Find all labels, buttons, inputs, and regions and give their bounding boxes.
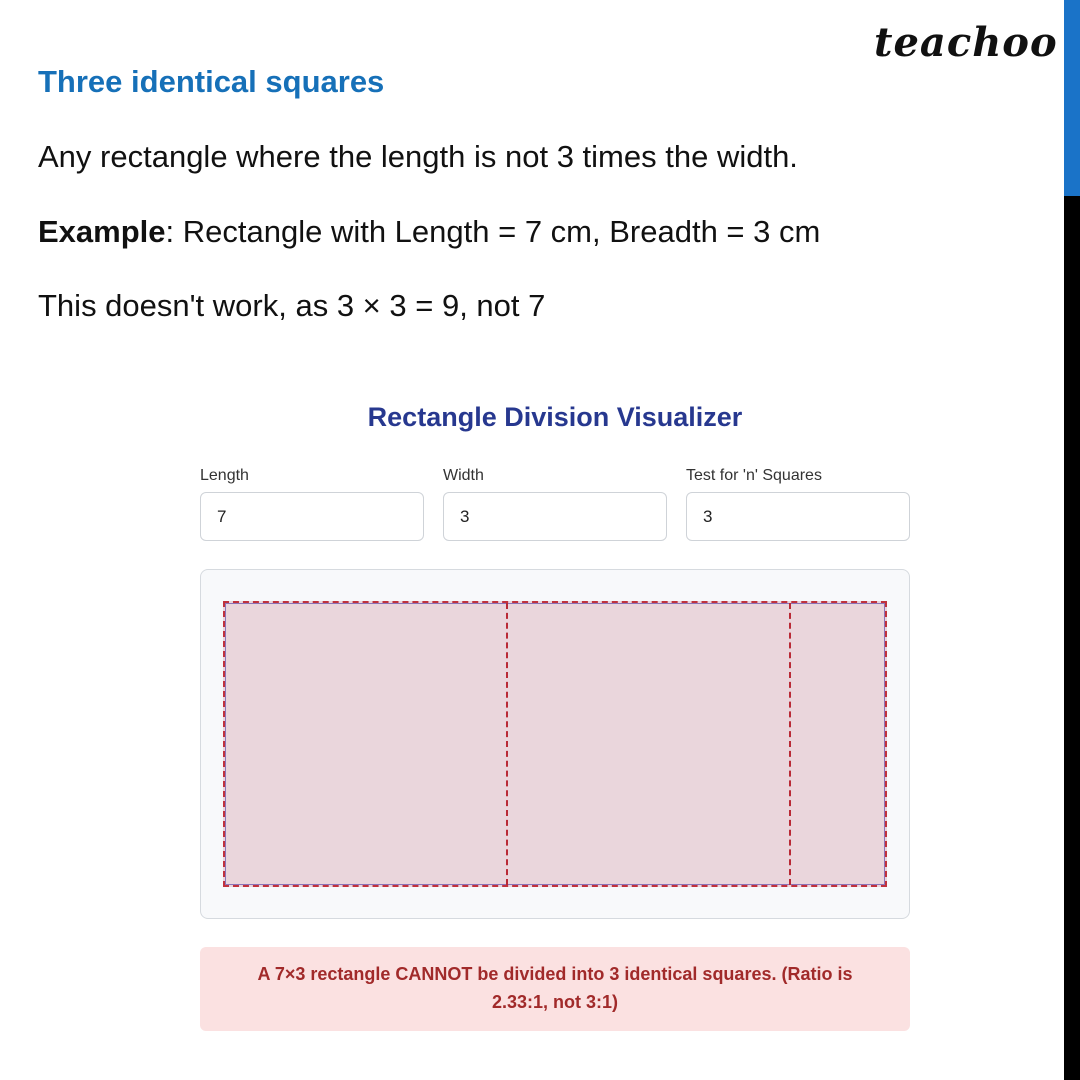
lesson-line-3: This doesn't work, as 3 × 3 = 9, not 7 xyxy=(38,288,546,323)
lesson-line-2 xyxy=(38,212,820,252)
length-input[interactable] xyxy=(200,492,424,541)
length-label: Length xyxy=(200,467,249,484)
teachoo-logo: teachoo xyxy=(874,19,1058,66)
lesson-heading: Three identical squares xyxy=(38,64,385,99)
result-message: A 7×3 rectangle CANNOT be divided into 3 identical squares. (Ratio is 2.33:1, not 3:1) xyxy=(200,947,910,1031)
square-division xyxy=(791,603,1074,885)
square-division xyxy=(508,603,791,885)
square-division xyxy=(225,603,508,885)
width-label: Width xyxy=(443,467,484,484)
side-bar xyxy=(1064,0,1080,1080)
squares-input[interactable] xyxy=(686,492,910,541)
visualizer-title: Rectangle Division Visualizer xyxy=(367,402,743,432)
lesson-line-1: Any rectangle where the length is not 3 times the width. xyxy=(38,139,798,174)
rectangle-shape xyxy=(223,601,887,887)
side-bar-accent xyxy=(1064,0,1080,196)
width-input[interactable] xyxy=(443,492,667,541)
example-text: : Rectangle with Length = 7 cm, Breadth = 3 cm xyxy=(165,214,821,249)
squares-label: Test for 'n' Squares xyxy=(686,467,822,484)
example-label: Example xyxy=(38,214,166,249)
